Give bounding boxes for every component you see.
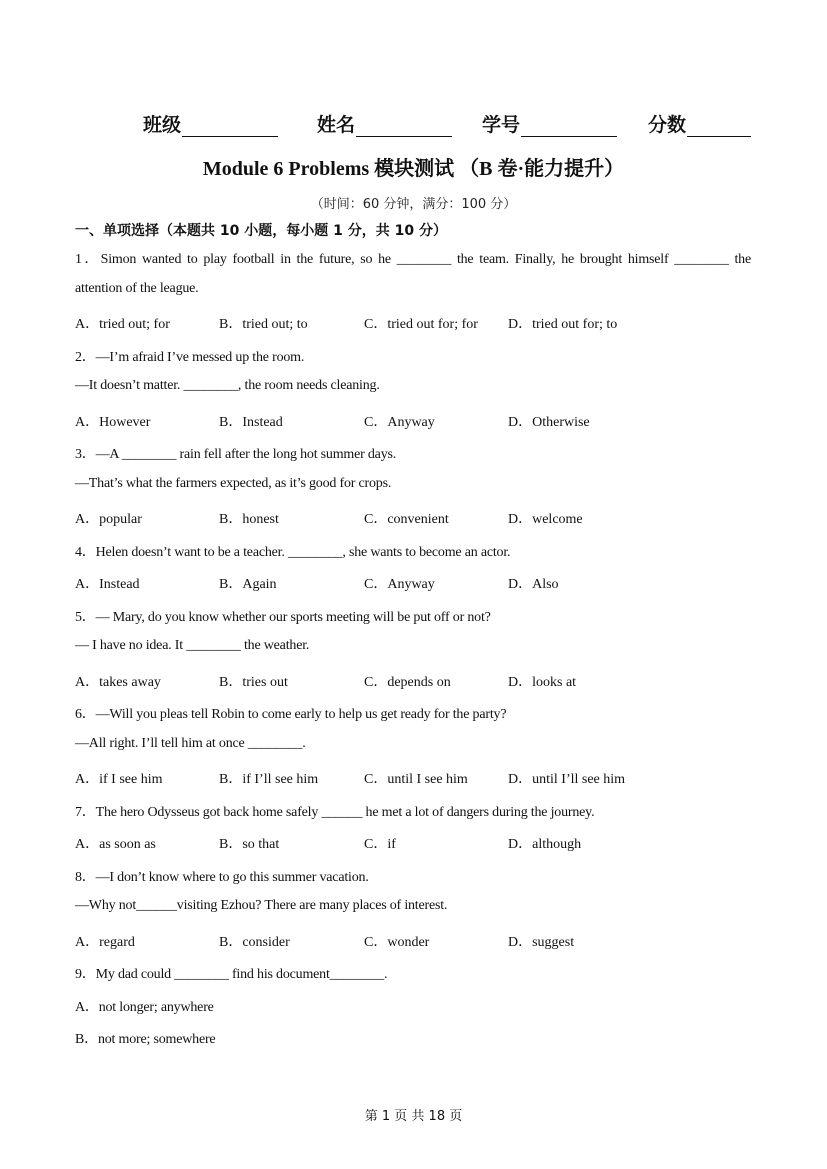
- option-b: B．if I’ll see him: [219, 772, 319, 787]
- question-9-line-1: 9．My dad could ________ find his document________.: [75, 967, 388, 982]
- option-d: D．Otherwise: [508, 415, 590, 430]
- question-3-options: [75, 508, 775, 528]
- student-id-label: 学号: [482, 115, 521, 136]
- option-a: A．if I see him: [75, 772, 163, 787]
- student-id-blank: [521, 116, 617, 137]
- question-7-options: [75, 833, 775, 853]
- question-8-line-2: —Why not______visiting Ezhou? There are many places of interest.: [75, 898, 448, 913]
- option-d: D．looks at: [508, 675, 577, 690]
- student-info-row: [0, 110, 827, 138]
- option-d: D．Also: [508, 577, 559, 592]
- score-label: 分数: [648, 115, 687, 136]
- option-a: A．as soon as: [75, 837, 156, 852]
- option-b: B．tried out; to: [219, 317, 308, 332]
- question-6-line-1: 6．—Will you pleas tell Robin to come early to help us get ready for the party?: [75, 707, 507, 722]
- option-a: A．tried out; for: [75, 317, 170, 332]
- option-d: D．welcome: [508, 512, 583, 527]
- option-d: D．suggest: [508, 935, 575, 950]
- page-number: 第 1 页 共 18 页: [364, 1109, 463, 1124]
- student-id-field: [482, 110, 617, 137]
- option-c: C．tried out for; for: [364, 317, 478, 332]
- option-c: C．if: [364, 837, 396, 852]
- option-a: A．Instead: [75, 577, 140, 592]
- option-d: D．tried out for; to: [508, 317, 618, 332]
- question-6-options: [75, 768, 775, 788]
- question-1-line-2: attention of the league.: [75, 281, 199, 296]
- option-d: D．until I’ll see him: [508, 772, 626, 787]
- question-8-options: [75, 931, 775, 951]
- question-4-line-1: 4．Helen doesn’t want to be a teacher. ________, she wants to become an actor.: [75, 545, 511, 560]
- question-9-option-a: A．not longer; anywhere: [75, 1000, 214, 1015]
- option-c: C．convenient: [364, 512, 449, 527]
- option-c: C．depends on: [364, 675, 451, 690]
- question-1-line-1: 1．Simon wanted to play football in the future, so he ________ the team. Finally, he brought himself ________ the: [75, 252, 751, 267]
- option-b: B．tries out: [219, 675, 288, 690]
- question-5-options: [75, 671, 775, 691]
- option-d: D．although: [508, 837, 582, 852]
- option-c: C．Anyway: [364, 415, 435, 430]
- question-7-line-1: 7．The hero Odysseus got back home safely ______ he met a lot of dangers during the journey.: [75, 805, 595, 820]
- exam-time-info: （时间：60 分钟，满分：100 分）: [310, 197, 517, 212]
- question-3-line-2: —That’s what the farmers expected, as it’s good for crops.: [75, 476, 392, 491]
- question-9-option-b: B．not more; somewhere: [75, 1032, 216, 1047]
- question-5-line-2: — I have no idea. It ________ the weather.: [75, 638, 310, 653]
- question-2-line-1: 2．—I’m afraid I’ve messed up the room.: [75, 350, 305, 365]
- class-field: [143, 110, 278, 137]
- option-b: B．so that: [219, 837, 280, 852]
- name-field: [317, 110, 452, 137]
- option-c: C．until I see him: [364, 772, 468, 787]
- option-a: A．However: [75, 415, 151, 430]
- option-b: B．honest: [219, 512, 279, 527]
- option-b: B．consider: [219, 935, 290, 950]
- name-label: 姓名: [317, 115, 356, 136]
- question-4-options: [75, 573, 775, 593]
- question-8-line-1: 8．—I don’t know where to go this summer vacation.: [75, 870, 369, 885]
- option-b: B．Instead: [219, 415, 283, 430]
- score-blank: [687, 116, 751, 137]
- class-label: 班级: [143, 115, 182, 136]
- question-2-line-2: —It doesn’t matter. ________, the room needs cleaning.: [75, 378, 380, 393]
- question-3-line-1: 3．—A ________ rain fell after the long hot summer days.: [75, 447, 397, 462]
- page-title: Module 6 Problems 模块测试 （B 卷·能力提升）: [202, 158, 625, 180]
- score-field: [648, 110, 751, 137]
- question-2-options: [75, 411, 775, 431]
- option-a: A．takes away: [75, 675, 161, 690]
- question-1-options: [75, 313, 775, 333]
- name-blank: [356, 116, 452, 137]
- class-blank: [182, 116, 278, 137]
- option-a: A．regard: [75, 935, 135, 950]
- section-heading: 一、单项选择（本题共 10 小题，每小题 1 分，共 10 分）: [75, 223, 447, 239]
- option-b: B．Again: [219, 577, 277, 592]
- question-5-line-1: 5．— Mary, do you know whether our sports meeting will be put off or not?: [75, 610, 491, 625]
- option-c: C．Anyway: [364, 577, 435, 592]
- question-6-line-2: —All right. I’ll tell him at once ________.: [75, 736, 306, 751]
- option-c: C．wonder: [364, 935, 430, 950]
- option-a: A．popular: [75, 512, 142, 527]
